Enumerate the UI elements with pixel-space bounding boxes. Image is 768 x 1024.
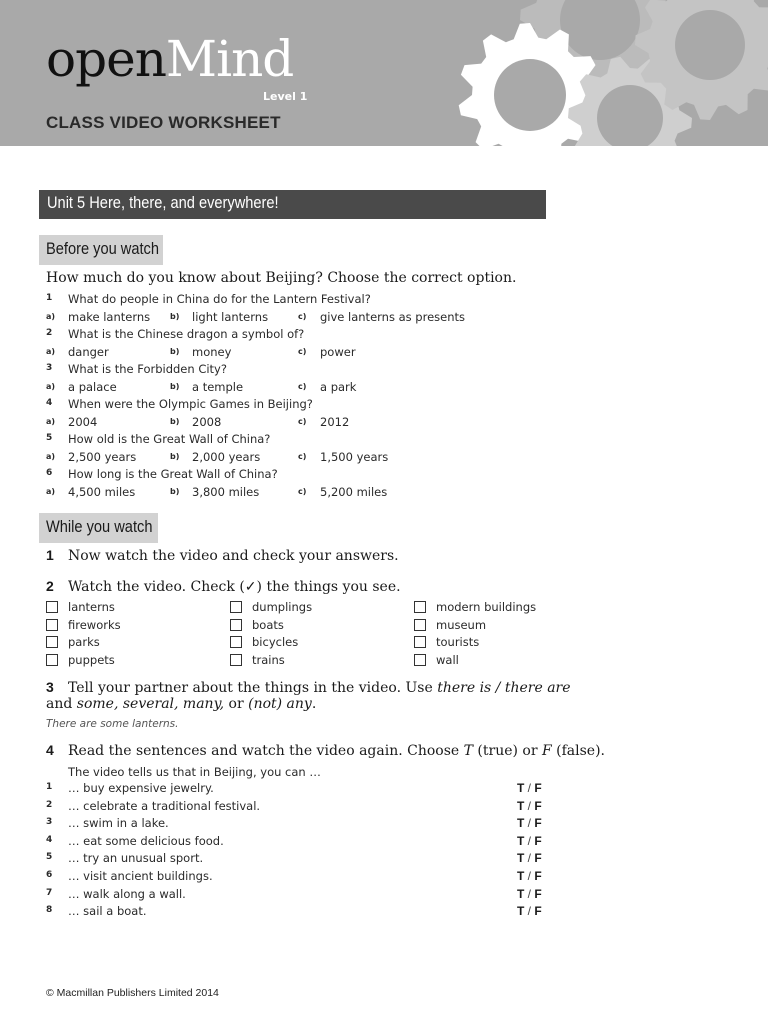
- exercise-text-italic: F: [541, 743, 552, 759]
- question-number: 4: [46, 398, 53, 408]
- section-heading-label: While you watch: [46, 517, 153, 536]
- checkbox[interactable]: [414, 654, 426, 666]
- option-letter: c): [298, 487, 307, 496]
- statement-text: … swim in a lake.: [68, 816, 169, 831]
- statement-text: … eat some delicious food.: [68, 833, 224, 848]
- option-text: money: [192, 345, 232, 359]
- option-letter: c): [298, 452, 307, 461]
- copyright-footer: © Macmillan Publishers Limited 2014: [46, 987, 219, 999]
- question-number: 6: [46, 468, 53, 478]
- exercise-text: Watch the video. Check (✓) the things you see.: [68, 579, 401, 595]
- choice-separator: /: [524, 869, 535, 883]
- true-false-choice[interactable]: [517, 851, 542, 865]
- exercise-text: (true) or: [472, 743, 542, 759]
- checklist-label: bicycles: [252, 635, 299, 649]
- checkbox[interactable]: [414, 636, 426, 648]
- option-text: 1,500 years: [320, 450, 389, 464]
- exercise-text: or: [224, 696, 249, 712]
- unit-title: Unit 5 Here, there, and everywhere!: [47, 193, 279, 212]
- unit-title-bar: [39, 190, 546, 219]
- option-text: 2004: [68, 415, 98, 429]
- true-option[interactable]: T: [517, 904, 525, 919]
- statement-text: … celebrate a traditional festival.: [68, 798, 261, 813]
- exercise-text-italic: there is / there are: [437, 680, 571, 696]
- page-header: [0, 0, 768, 146]
- option-text: power: [320, 345, 356, 359]
- statement-text: … buy expensive jewelry.: [68, 781, 214, 795]
- option-letter: b): [170, 312, 180, 321]
- exercise-2: [46, 578, 401, 595]
- option-letter: b): [170, 417, 180, 426]
- exercise-text: .: [311, 696, 317, 712]
- option-letter: a): [46, 487, 56, 496]
- exercise-text: Read the sentences and watch the video again. Choose: [68, 743, 464, 759]
- statement-number: 5: [46, 852, 53, 863]
- exercise-text-italic: T: [463, 743, 473, 759]
- option-text: give lanterns as presents: [320, 310, 466, 324]
- checkbox[interactable]: [414, 601, 426, 613]
- checklist-label: parks: [68, 635, 100, 649]
- before-instruction: How much do you know about Beijing? Choose the correct option.: [46, 270, 517, 286]
- checklist-label: boats: [252, 617, 284, 632]
- choice-separator: /: [524, 816, 535, 831]
- true-option[interactable]: T: [517, 816, 525, 831]
- choice-separator: /: [524, 798, 535, 813]
- option-text: a palace: [68, 380, 117, 394]
- false-option[interactable]: F: [534, 851, 542, 866]
- exercise-text: Tell your partner about the things in the video. Use: [68, 680, 438, 696]
- worksheet-subtitle: CLASS VIDEO WORKSHEET: [46, 113, 281, 132]
- checklist-label: fireworks: [68, 617, 121, 632]
- option-text: 2,000 years: [192, 450, 261, 464]
- choice-separator: /: [524, 781, 535, 795]
- checklist-label: lanterns: [68, 600, 115, 614]
- true-false-choice[interactable]: [517, 869, 542, 883]
- option-text: a temple: [192, 380, 244, 394]
- choice-separator: /: [524, 904, 535, 919]
- statement-number: 2: [46, 799, 53, 810]
- choice-separator: /: [524, 833, 535, 848]
- logo-mind: Mind: [165, 30, 294, 88]
- checklist-label: dumplings: [252, 600, 313, 614]
- exercise-number: 1: [46, 547, 54, 563]
- true-option[interactable]: T: [517, 851, 525, 866]
- checkbox[interactable]: [46, 601, 58, 613]
- option-text: 4,500 miles: [68, 485, 136, 499]
- exercise-text: and: [46, 696, 77, 712]
- statement-number: 1: [46, 782, 53, 792]
- exercise-number: 2: [46, 578, 54, 594]
- logo-open: open: [46, 30, 166, 88]
- statement-text: … walk along a wall.: [68, 886, 186, 901]
- checkbox[interactable]: [414, 619, 426, 631]
- exercise-number: 3: [46, 679, 54, 695]
- exercise-3-line-2: [46, 696, 316, 712]
- false-option[interactable]: F: [534, 886, 542, 901]
- checklist-label: wall: [436, 652, 459, 667]
- statement-number: 8: [46, 905, 53, 916]
- true-option[interactable]: T: [517, 781, 525, 795]
- true-option[interactable]: T: [517, 886, 525, 901]
- statement-number: 3: [46, 817, 53, 828]
- option-letter: c): [298, 417, 307, 426]
- option-letter: a): [46, 312, 56, 321]
- question-text: When were the Olympic Games in Beijing?: [68, 397, 313, 411]
- exercise-1: [46, 547, 399, 564]
- false-option[interactable]: F: [534, 833, 542, 848]
- checklist-label: puppets: [68, 652, 115, 667]
- example-sentence: There are some lanterns.: [46, 718, 179, 730]
- false-option[interactable]: F: [534, 781, 542, 795]
- option-text: a park: [320, 380, 357, 394]
- option-text: make lanterns: [68, 310, 151, 324]
- option-letter: a): [46, 452, 56, 461]
- true-false-choice[interactable]: [517, 816, 542, 830]
- option-text: light lanterns: [192, 310, 269, 324]
- statement-number: 7: [46, 887, 53, 898]
- section-heading-while: [39, 513, 158, 543]
- option-text: 5,200 miles: [320, 485, 388, 499]
- true-false-choice[interactable]: [517, 781, 542, 795]
- option-letter: a): [46, 347, 56, 356]
- true-option[interactable]: T: [517, 798, 525, 813]
- question-number: 2: [46, 328, 53, 338]
- checkbox[interactable]: [230, 636, 242, 648]
- statement-text: … visit ancient buildings.: [68, 869, 213, 883]
- true-option[interactable]: T: [517, 869, 525, 883]
- true-false-choice[interactable]: [517, 904, 542, 918]
- checklist-label: tourists: [436, 635, 480, 649]
- question-text: What is the Chinese dragon a symbol of?: [68, 327, 305, 341]
- true-false-choice[interactable]: [517, 799, 542, 813]
- question-number: 1: [46, 293, 53, 303]
- checkbox[interactable]: [46, 636, 58, 648]
- option-letter: a): [46, 417, 56, 426]
- checkbox[interactable]: [230, 654, 242, 666]
- option-text: 3,800 miles: [192, 485, 260, 499]
- checklist-label: modern buildings: [436, 600, 537, 614]
- option-letter: b): [170, 452, 180, 461]
- section-heading-before: [39, 235, 163, 265]
- option-letter: c): [298, 382, 307, 391]
- question-text: How long is the Great Wall of China?: [68, 467, 278, 481]
- logo: [46, 30, 293, 88]
- true-option[interactable]: T: [517, 833, 525, 848]
- exercise-text: (false).: [551, 743, 606, 759]
- checklist-label: trains: [252, 652, 285, 667]
- question-text: What do people in China do for the Lantern Festival?: [68, 292, 371, 306]
- option-letter: b): [170, 347, 180, 356]
- option-text: 2012: [320, 415, 350, 429]
- level-label: Level 1: [263, 90, 308, 103]
- checkbox[interactable]: [46, 654, 58, 666]
- true-false-choice[interactable]: [517, 887, 542, 901]
- option-letter: c): [298, 347, 307, 356]
- statement-text: … sail a boat.: [68, 904, 147, 919]
- false-option[interactable]: F: [534, 816, 542, 831]
- checkbox[interactable]: [230, 601, 242, 613]
- checkbox[interactable]: [46, 619, 58, 631]
- question-number: 5: [46, 433, 53, 443]
- option-letter: b): [170, 382, 180, 391]
- exercise-3: [46, 679, 571, 696]
- option-letter: c): [298, 312, 307, 321]
- false-option[interactable]: F: [534, 798, 542, 813]
- exercise-text-italic: some, several, many,: [76, 696, 225, 712]
- question-text: What is the Forbidden City?: [68, 362, 227, 376]
- exercise-text: Now watch the video and check your answers.: [68, 548, 399, 564]
- option-text: 2008: [192, 415, 222, 429]
- exercise-number: 4: [46, 742, 54, 758]
- statement-text: … try an unusual sport.: [68, 851, 204, 866]
- statement-number: 6: [46, 870, 53, 880]
- option-text: 2,500 years: [68, 450, 137, 464]
- question-text: How old is the Great Wall of China?: [68, 432, 271, 446]
- false-option[interactable]: F: [534, 904, 542, 919]
- false-option[interactable]: F: [534, 869, 542, 883]
- exercise-4: [46, 742, 605, 759]
- checklist-label: museum: [436, 617, 487, 632]
- choice-separator: /: [524, 886, 535, 901]
- choice-separator: /: [524, 851, 535, 866]
- option-letter: a): [46, 382, 56, 391]
- statement-number: 4: [46, 834, 53, 845]
- option-letter: b): [170, 487, 180, 496]
- checkbox[interactable]: [230, 619, 242, 631]
- exercise-text-italic: (not) any: [248, 696, 312, 712]
- true-false-choice[interactable]: [517, 834, 542, 848]
- question-number: 3: [46, 363, 53, 373]
- option-text: danger: [68, 345, 109, 359]
- exercise-4-intro: The video tells us that in Beijing, you can …: [68, 765, 321, 779]
- section-heading-label: Before you watch: [46, 239, 159, 258]
